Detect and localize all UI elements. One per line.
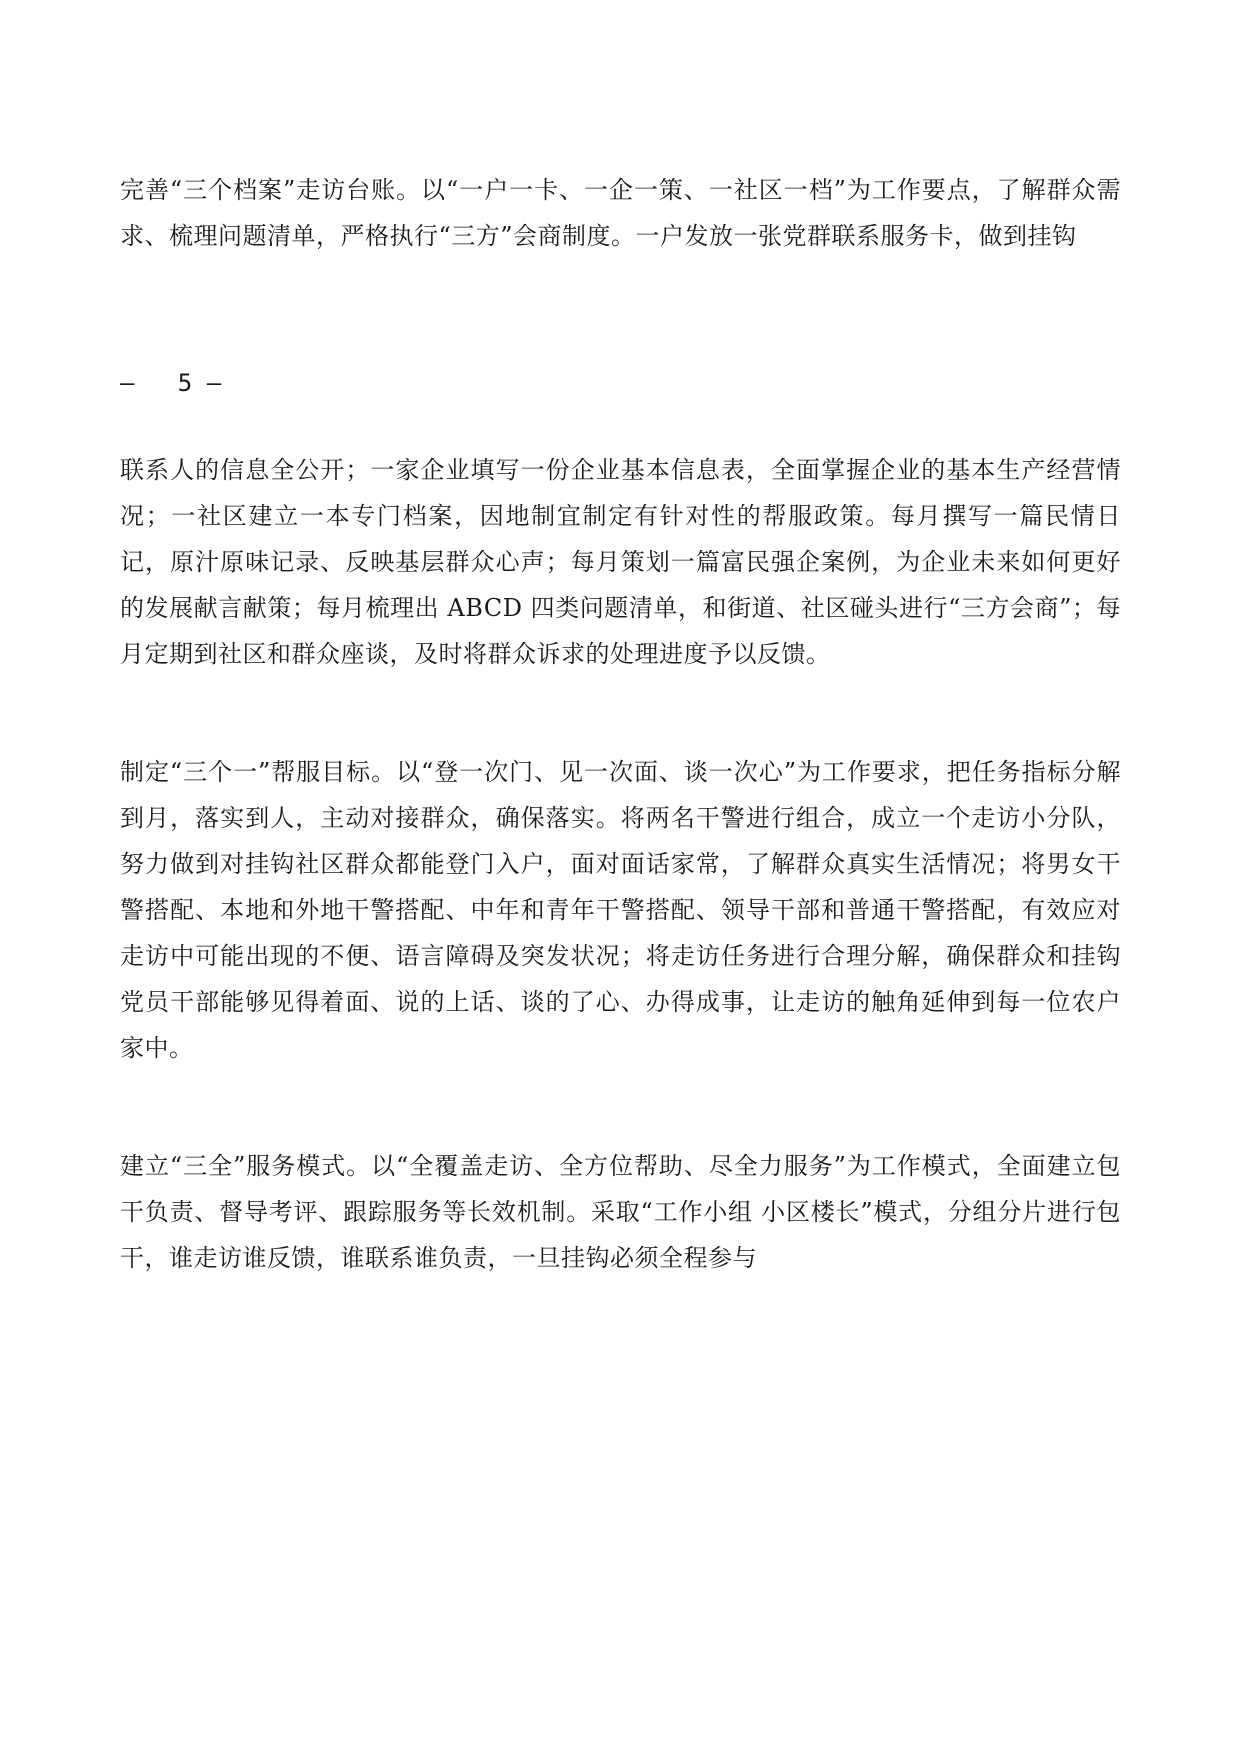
paragraph-archives-continued: 联系人的信息全公开；一家企业填写一份企业基本信息表，全面掌握企业的基本生产经营情况；一社区建立一本专门档案，因地制宜制定有针对性的帮服政策。每月撰写一篇民情日记，原汁原味记录、反映基层群众心声；每月策划一篇富民强企案例，为企业未来如何更好的发展献言献策；每月梳理出 ABCD 四类问题清单，和街道、社区碰头进行“三方会商”；每月定期到社区和群众座谈，及时将群众诉求的处理进度予以反馈。 [120,456,1121,668]
paragraph-service-model: 建立“三全”服务模式。以“全覆盖走访、全方位帮助、尽全力服务”为工作模式，全面建立包干负责、督导考评、跟踪服务等长效机制。采取“工作小组 小区楼长”模式，分组分片进行包干，谁走访谁反馈，谁联系谁负责，一旦挂钩必须全程参与 [120,1152,1121,1272]
page-number: — 5 — [120,369,222,397]
paragraph-archives: 完善“三个档案”走访台账。以“一户一卡、一企一策、一社区一档”为工作要点，了解群众需求、梳理问题清单，严格执行“三方”会商制度。一户发放一张党群联系服务卡，做到挂钩 [120,176,1121,250]
paragraph-service-goals: 制定“三个一”帮服目标。以“登一次门、见一次面、谈一次心”为工作要求，把任务指标分解到月，落实到人，主动对接群众，确保落实。将两名干警进行组合，成立一个走访小分队，努力做到对挂钩社区群众都能登门入户，面对面话家常，了解群众真实生活情况；将男女干警搭配、本地和外地干警搭配、中年和青年干警搭配、领导干部和普通干警搭配，有效应对走访中可能出现的不便、语言障碍及突发状况；将走访任务进行合理分解，确保群众和挂钩党员干部能够见得着面、说的上话、谈的了心、办得成事，让走访的触角延伸到每一位农户家中。 [120,758,1121,1062]
